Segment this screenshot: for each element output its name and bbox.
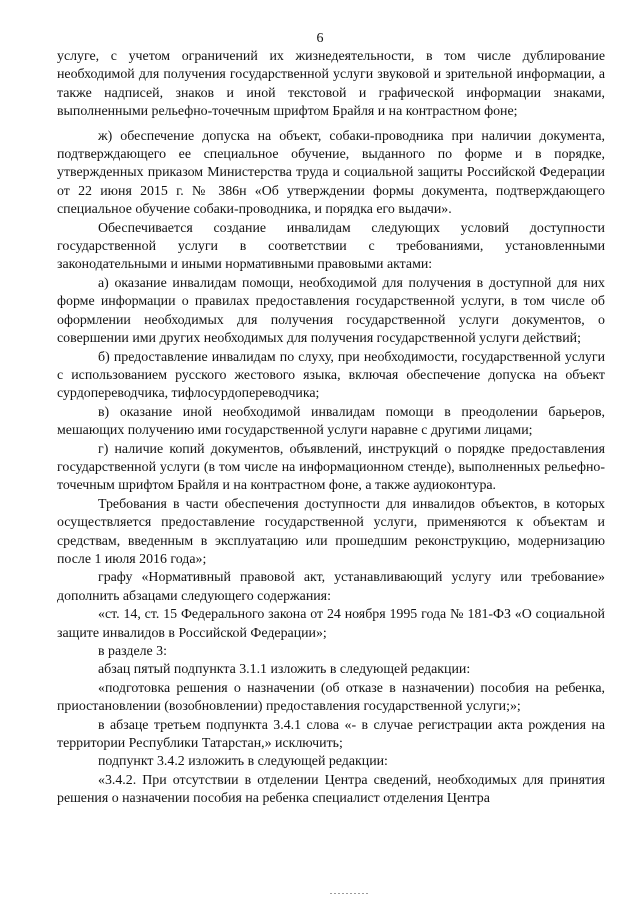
document-body: [57, 48, 605, 809]
paragraph: услуге, с учетом ограничений их жизнедеятельности, в том числе дублирование необходимой для получения государственной услуги звуковой и зрительной информации, а также надписей, знаков и иной текстовой и графической информации знаками, выполненными рельефно-точечным шрифтом Брайля и на контрастном фоне;: [57, 49, 605, 120]
paragraph: Требования в части обеспечения доступности для инвалидов объектов, в которых осуществляется предоставление государственной услуги, применяются к объектам и средствам, введенным в эксплуатацию или прошедшим реконструкцию, модернизацию после 1 июля 2016 года»;: [57, 496, 605, 567]
paragraph: «ст. 14, ст. 15 Федерального закона от 24 ноября 1995 года № 181-ФЗ «О социальной защите инвалидов в Российской Федерации»;: [57, 607, 605, 641]
paragraph: ж) обеспечение допуска на объект, собаки-проводника при наличии документа, подтверждающего ее специальное обучение, выданного по форме и в порядке, утвержденных приказом Министерства труда и социальной защиты Российской Федерации от 22 июня 2015 г. № 386н «Об утверждении формы документа, подтверждающего специальное обучение собаки-проводника, и порядка его выдачи».: [57, 128, 605, 218]
scan-artifact: [330, 893, 370, 894]
paragraph: «3.4.2. При отсутствии в отделении Центра сведений, необходимых для принятия решения о назначении пособия на ребенка специалист отделения Центра: [57, 772, 605, 807]
paragraph: «подготовка решения о назначении (об отказе в назначении) пособия на ребенка, приостановлении (возобновлении) предоставления государственной услуги;»;: [57, 680, 605, 715]
paragraph: а) оказание инвалидам помощи, необходимой для получения в доступной для них форме информации о правилах предоставления государственной услуги, в том числе об оформлении необходимых для получения государственной услуги документов, о совершении ими других необходимых для получения государственной услуги действий;: [57, 275, 605, 347]
paragraph: б) предоставление инвалидам по слуху, при необходимости, государственной услуги с использованием русского жестового языка, включая обеспечение допуска на объект сурдопереводчика, тифлосурдопереводчика;: [57, 349, 605, 402]
paragraph: г) наличие копий документов, объявлений, инструкций о порядке предоставления государственной услуги (в том числе на информационном стенде), выполненных рельефно-точечным шрифтом Брайля и на контрастном фоне, а также аудиоконтура.: [57, 441, 605, 494]
paragraph: подпункт 3.4.2 изложить в следующей редакции:: [98, 754, 388, 770]
paragraph: в разделе 3:: [98, 644, 167, 659]
paragraph: абзац пятый подпункта 3.1.1 изложить в следующей редакции:: [98, 662, 471, 678]
paragraph: в) оказание иной необходимой инвалидам помощи в преодолении барьеров, мешающих получению ими государственной услуги наравне с другими лицами;: [57, 404, 605, 439]
page-number: 6: [316, 31, 324, 46]
paragraph: Обеспечивается создание инвалидам следующих условий доступности государственной услуги в соответствии с требованиями, установленными законодательными и иными нормативными правовыми актами:: [57, 220, 605, 273]
paragraph: в абзаце третьем подпункта 3.4.1 слова «- в случае регистрации акта рождения на территории Республики Татарстан,» исключить;: [57, 717, 605, 752]
paragraph: графу «Нормативный правовой акт, устанавливающий услугу или требование» дополнить абзацами следующего содержания:: [57, 570, 605, 604]
